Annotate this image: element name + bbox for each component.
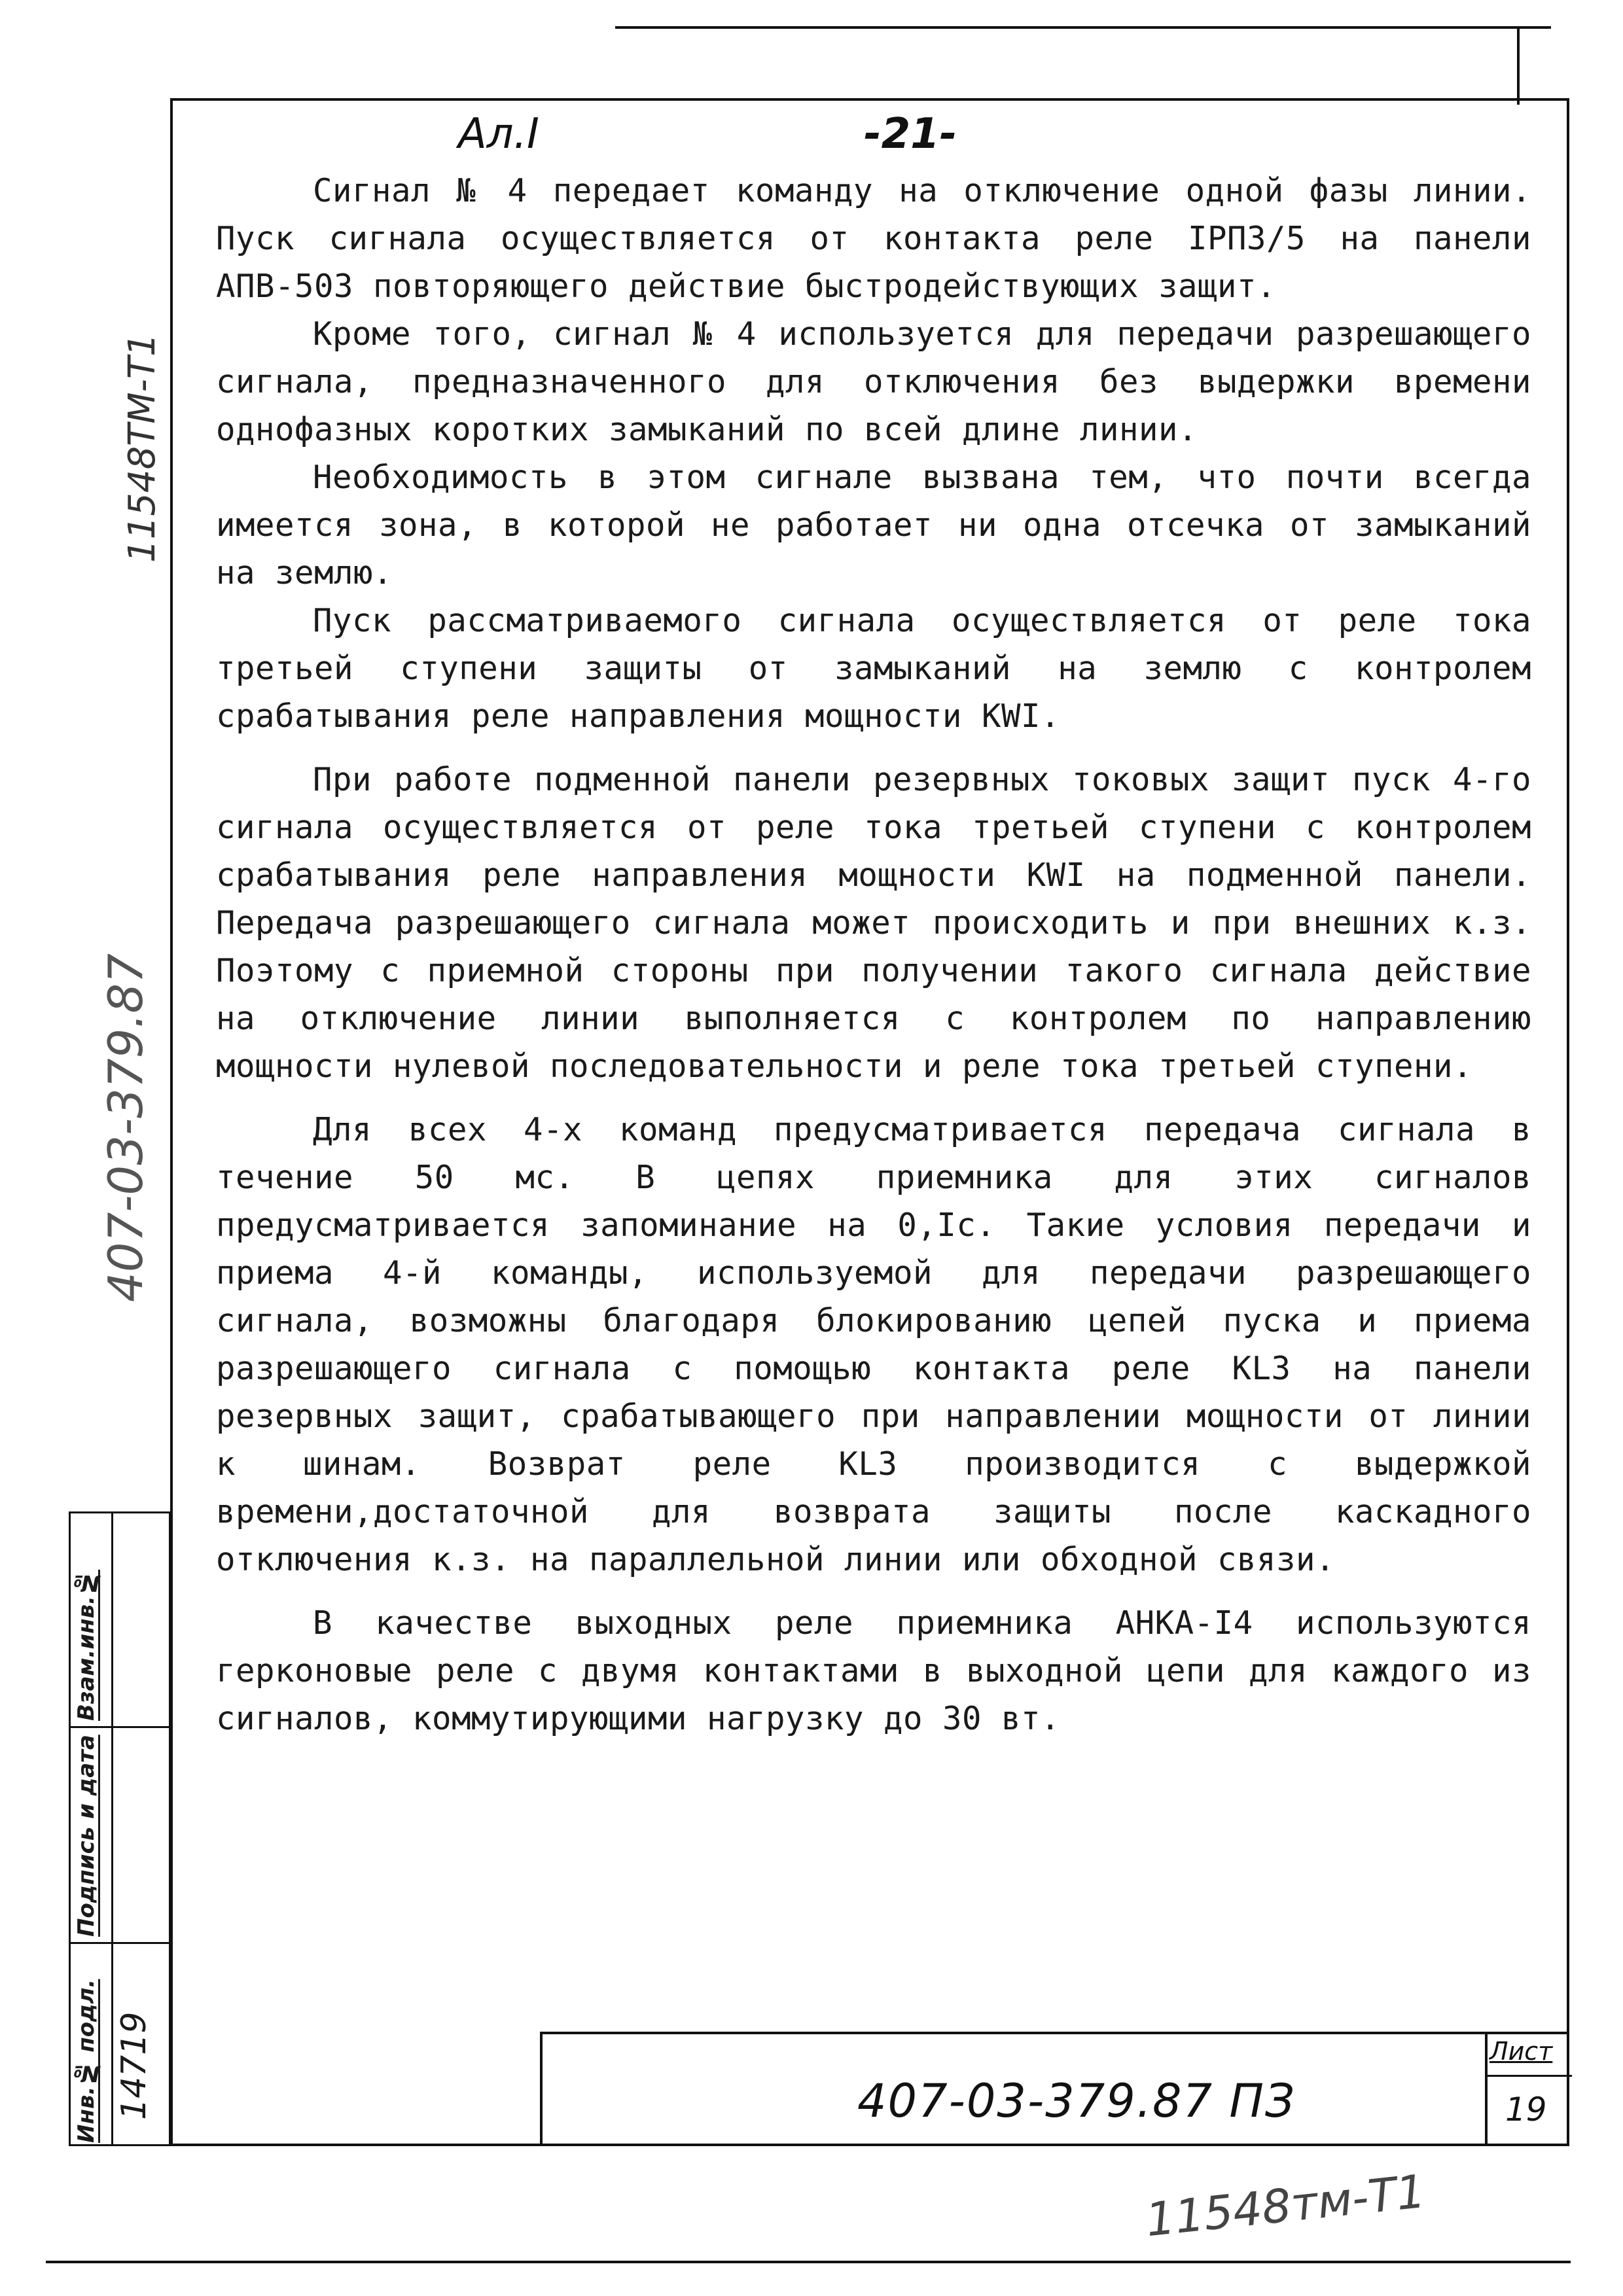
paragraph: Сигнал № 4 передает команду на отключение одной фазы линии. Пуск сигнала осуществляется от контакта реле IРПЗ/5 на панели АПВ-503 повторяющего действие быстродействующих защит. <box>216 172 1531 305</box>
top-rule <box>615 26 1551 29</box>
title-block-document-code: 407-03-379.87 ПЗ <box>857 2074 1296 2128</box>
paragraph: В качестве выходных реле приемника АНКА-I4 используются герконовые реле с двумя контактами в выходной цепи для каждого из сигналов, коммутирующими нагрузку до 30 вт. <box>216 1604 1531 1737</box>
vzam-inv-label: Взам.инв.№ <box>73 1569 99 1721</box>
document-code-handwritten-note: 407-03-379.87 <box>98 953 153 1302</box>
paragraph: Пуск рассматриваемого сигнала осуществляется от реле тока третьей ступени защиты от замыканий на землю с контролем срабатывания реле направления мощности КWI. <box>216 602 1531 735</box>
signature-date-label: Подпись и дата <box>73 1735 99 1937</box>
inv-original-label: Инв.№ подл. <box>73 1979 99 2143</box>
bottom-rule <box>46 2261 1571 2263</box>
page-number: -21- <box>864 110 957 158</box>
paragraph: При работе подменной панели резервных токовых защит пуск 4-го сигнала осуществляется от реле тока третьей ступени с контролем срабатывания реле направления мощности КWI на подменной панели. Передача разрешающего сигнала может происходить и при внешних к.з. Поэтому с приемной стороны при получении такого сигнала действие на отключение линии выполняется с контролем по направлению мощности нулевой последовательности и реле тока третьей ступени. <box>216 761 1531 1085</box>
paragraph: Необходимость в этом сигнале вызвана тем, что почти всегда имеется зона, в которой не работает ни одна отсечка от замыканий на землю. <box>216 459 1531 592</box>
sheet-label: Лист <box>1489 2037 1553 2066</box>
appendix-mark: Ал.I <box>458 110 539 158</box>
paragraph: Для всех 4-х команд предусматривается передача сигнала в течение 50 мс. В цепях приемника для этих сигналов предусматривается запоминание на 0,Iс. Такие условия передачи и приема 4-й команды, используемой для передачи разрешающего сигнала, возможны благодаря блокированию цепей пуска и приема разрешающего сигнала с помощью контакта реле КL3 на панели резервных защит, срабатывающего при направлении мощности от линии к шинам. Возврат реле КL3 производится с выдержкой времени,достаточной для возврата защиты после каскадного отключения к.з. на параллельной линии или обходной связи. <box>216 1111 1531 1578</box>
bottom-signature-note: 11548тм-Т1 <box>1143 2164 1428 2248</box>
inventory-handwritten-note: 11548ТМ-Т1 <box>121 333 164 563</box>
sheet-number: 19 <box>1505 2091 1547 2128</box>
paragraph: Кроме того, сигнал № 4 используется для передачи разрешающего сигнала, предназначенного для отключения без выдержки времени однофазных коротких замыканий по всей длине линии. <box>216 315 1531 448</box>
inv-original-value: 14719 <box>115 2011 154 2120</box>
document-body <box>216 167 1531 1742</box>
top-right-rule <box>1517 26 1520 105</box>
